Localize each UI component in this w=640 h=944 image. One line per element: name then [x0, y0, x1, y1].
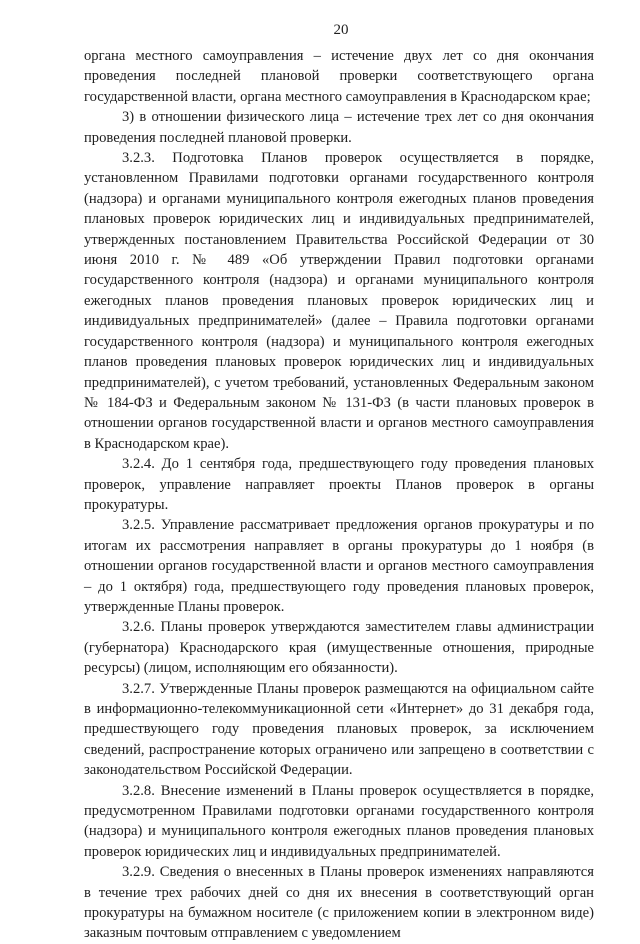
- paragraph-3-2-7: 3.2.7. Утвержденные Планы проверок размещаются на официальном сайте в информационно-телекоммуникационной сети «Интернет» до 31 декабря года, предшествующего году проведения плановых проверок, за исключением сведений, распространение которых ограничено или запрещено в соответствии с законодательством Российской Федерации.: [84, 680, 594, 779]
- paragraph-3-2-9: 3.2.9. Сведения о внесенных в Планы проверок изменениях направляются в течение трех рабочих дней со дня их внесения в соответствующий орган прокуратуры на бумажном носителе (с приложением копии в электронном виде) заказным почтовым отправлением с уведомлением: [84, 864, 594, 942]
- paragraph-3-2-6: 3.2.6. Планы проверок утверждаются заместителем главы администрации (губернатора) Краснодарского края (имущественные отношения, природные ресурсы) (лицом, исполняющим его обязанности).: [84, 619, 594, 677]
- paragraph-continuation: органа местного самоуправления – истечение двух лет со дня окончания проведения последней плановой проверки соответствующего органа государственной власти, органа местного самоуправления в Краснодарском крае;: [84, 48, 594, 105]
- paragraph-3-2-4: 3.2.4. До 1 сентября года, предшествующего году проведения плановых проверок, управление направляет проекты Планов проверок в органы прокуратуры.: [84, 456, 594, 513]
- paragraph-3-2-3: 3.2.3. Подготовка Планов проверок осуществляется в порядке, установленном Правилами подготовки органами государственного контроля (надзора) и органами муниципального контроля ежегодных планов проведения плановых проверок юридических лиц и индивидуальных предпринимателей, утвержденных постановлением Правительства Российской Федерации от 30 июня 2010 г. № 489 «Об утверждении Правил подготовки органами государственного контроля (надзора) и органами муниципального контроля ежегодных планов проведения плановых проверок юридических лиц и индивидуальных предпринимателей» (далее – Правила подготовки органами государственного контроля (надзора) и муниципального контроля ежегодных планов проведения плановых проверок юридических лиц и индивидуальных предпринимателей), с учетом требований, установленных Федеральным законом № 184-ФЗ и Федеральным законом № 131-ФЗ (в части плановых проверок в отношении органов государственной власти и органов местного самоуправления в Краснодарском крае).: [84, 150, 594, 452]
- paragraph-3-2-8: 3.2.8. Внесение изменений в Планы проверок осуществляется в порядке, предусмотренном Правилами подготовки органами государственного контроля (надзора) и муниципального контроля ежегодных планов проведения плановых проверок юридических лиц и индивидуальных предпринимателей.: [84, 782, 594, 860]
- paragraph-item-3: 3) в отношении физического лица – истечение трех лет со дня окончания проведения последней плановой проверки.: [84, 109, 594, 146]
- document-body: [84, 46, 594, 944]
- paragraph-3-2-5: 3.2.5. Управление рассматривает предложения органов прокуратуры и по итогам их рассмотрения направляет в органы прокуратуры до 1 ноября (в отношении органов государственной власти и органов местного самоуправления – до 1 октября) года, предшествующего году проведения плановых проверок, утвержденные Планы проверок.: [84, 517, 594, 615]
- page-number: 20: [333, 22, 349, 38]
